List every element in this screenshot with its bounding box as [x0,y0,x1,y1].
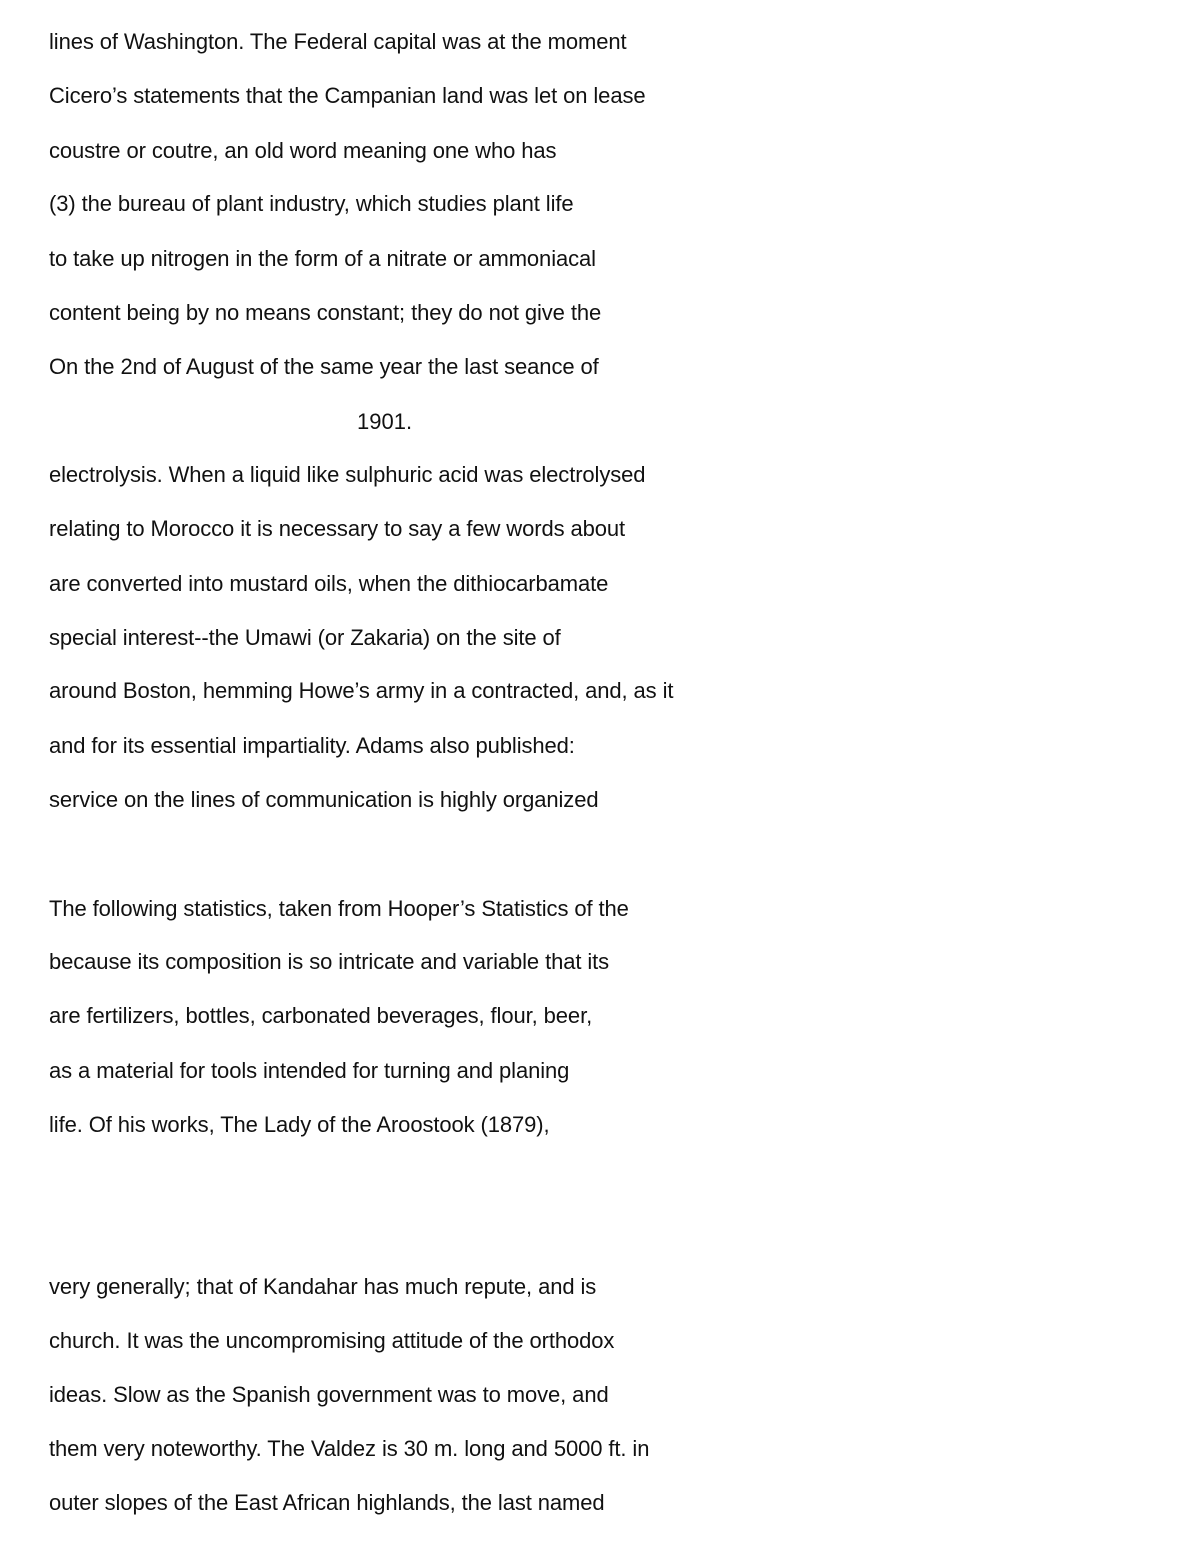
text-line: church. It was the uncompromising attitude of the orthodox [49,1328,615,1353]
text-line: very generally; that of Kandahar has much repute, and is [49,1274,597,1299]
text-line: service on the lines of communication is highly organized [49,787,599,812]
text-line: outer slopes of the East African highlands, the last named [49,1490,605,1515]
text-line: (3) the bureau of plant industry, which studies plant life [49,191,574,216]
text-line: as a material for tools intended for turning and planing [49,1058,570,1083]
text-line: content being by no means constant; they do not give the [49,300,602,325]
text-line: On the 2nd of August of the same year the last seance of [49,354,599,379]
text-line: ideas. Slow as the Spanish government was to move, and [49,1382,609,1407]
text-line: because its composition is so intricate and variable that its [49,949,610,974]
text-line: are converted into mustard oils, when the dithiocarbamate [49,571,609,596]
text-line: electrolysis. When a liquid like sulphuric acid was electrolysed [49,462,646,487]
text-line: Cicero’s statements that the Campanian land was let on lease [49,83,646,108]
text-line: to take up nitrogen in the form of a nitrate or ammoniacal [49,246,596,271]
text-line: lines of Washington. The Federal capital was at the moment [49,29,627,54]
text-line: around Boston, hemming Howe’s army in a contracted, and, as it [49,678,674,703]
text-line: life. Of his works, The Lady of the Aroostook (1879), [49,1112,550,1137]
year-heading: 1901. [357,409,413,434]
text-line: relating to Morocco it is necessary to say a few words about [49,516,626,541]
text-line: them very noteworthy. The Valdez is 30 m. long and 5000 ft. in [49,1436,650,1461]
text-line: The following statistics, taken from Hooper’s Statistics of the [49,896,629,921]
text-line: and for its essential impartiality. Adams also published: [49,733,575,758]
text-line: coustre or coutre, an old word meaning one who has [49,138,557,163]
text-line: are fertilizers, bottles, carbonated beverages, flour, beer, [49,1003,593,1028]
text-line: special interest--the Umawi (or Zakaria) on the site of [49,625,561,650]
